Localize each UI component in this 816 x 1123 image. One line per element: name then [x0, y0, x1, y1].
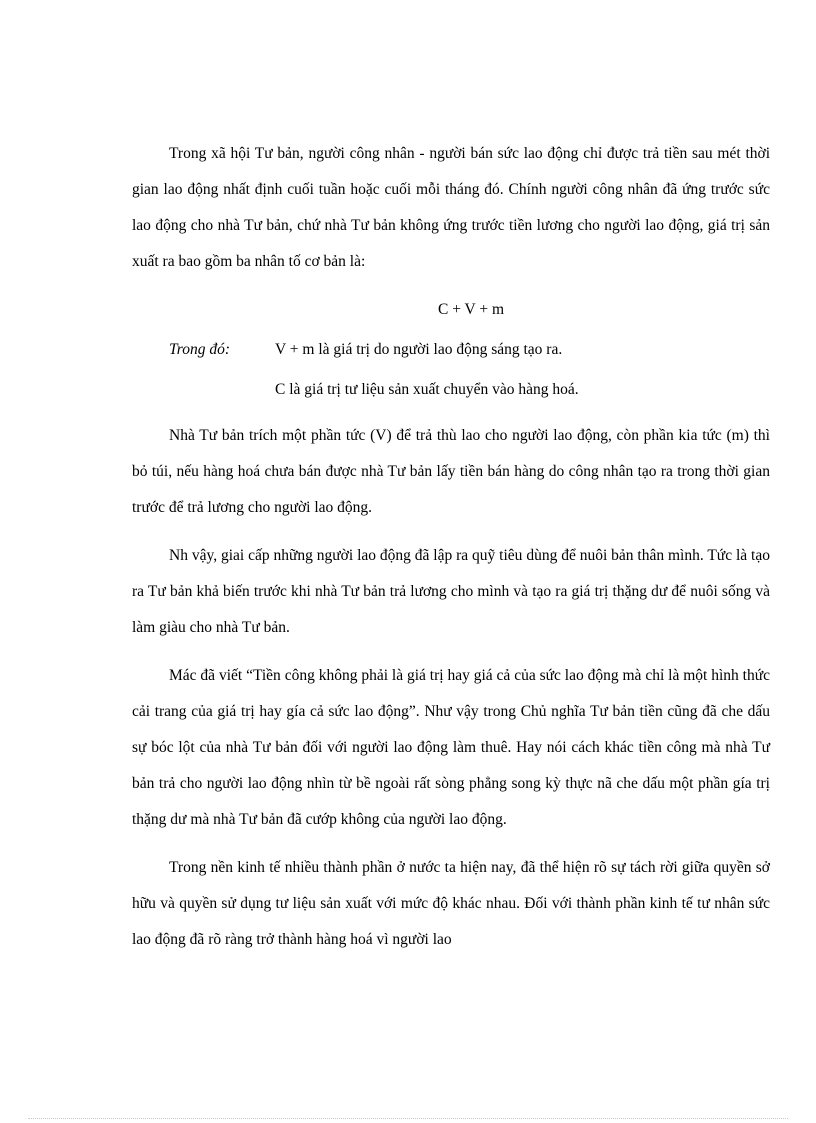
paragraph-3: Nh vậy, giai cấp những người lao động đã lập ra quỹ tiêu dùng để nuôi bản thân mình. Tức là tạo ra Tư bản khả biến trước khi nhà Tư bản trả lương cho mình và tạo ra giá trị thặng dư để nuôi sống và làm giàu cho nhà Tư bản.: [132, 547, 770, 636]
page-body: [132, 136, 770, 970]
where-definition-2: C là giá trị tư liệu sản xuất chuyển vào hàng hoá.: [275, 381, 579, 398]
paragraph-4: Mác đã viết “Tiền công không phải là giá trị hay giá cả của sức lao động mà chỉ là một hình thức cải trang của giá trị hay gía cả sức lao động”. Như vậy trong Chủ nghĩa Tư bản tiền cũng đã che dấu sự bóc lột của nhà Tư bản đối với người lao động làm thuê. Hay nói cách khác tiền công mà nhà Tư bản trả cho người lao động nhìn từ bề ngoài rất sòng phẳng song kỳ thực nã che dấu một phần gía trị thặng dư mà nhà Tư bản đã cướp không của người lao động.: [132, 667, 770, 828]
formula: C + V + m: [437, 301, 504, 318]
page-bottom-rule: [28, 1118, 788, 1119]
paragraph-2: Nhà Tư bản trích một phần tức (V) để trả thù lao cho người lao động, còn phần kia tức (m) thì bỏ túi, nếu hàng hoá chưa bán được nhà Tư bản lấy tiền bán hàng do công nhân tạo ra trong thời gian trước để trả lương cho người lao động.: [132, 427, 770, 516]
where-definition-1: V + m là giá trị do người lao động sáng tạo ra.: [275, 341, 563, 358]
paragraph-5: Trong nền kinh tế nhiều thành phần ở nước ta hiện nay, đã thể hiện rõ sự tách rời giữa quyền sở hữu và quyền sử dụng tư liệu sản xuất với mức độ khác nhau. Đối với thành phần kinh tế tư nhân sức lao động đã rõ ràng trở thành hàng hoá vì người lao: [132, 859, 770, 948]
paragraph-1: Trong xã hội Tư bản, người công nhân - người bán sức lao động chỉ được trả tiền sau mét thời gian lao động nhất định cuối tuần hoặc cuối mỗi tháng đó. Chính người công nhân đã ứng trước sức lao động cho nhà Tư bản, chứ nhà Tư bản không ứng trước tiền lương cho người lao động, giá trị sản xuất ra bao gồm ba nhân tố cơ bản là:: [132, 145, 770, 270]
where-definition-row: [132, 332, 770, 368]
where-label: Trong đó:: [169, 341, 231, 358]
